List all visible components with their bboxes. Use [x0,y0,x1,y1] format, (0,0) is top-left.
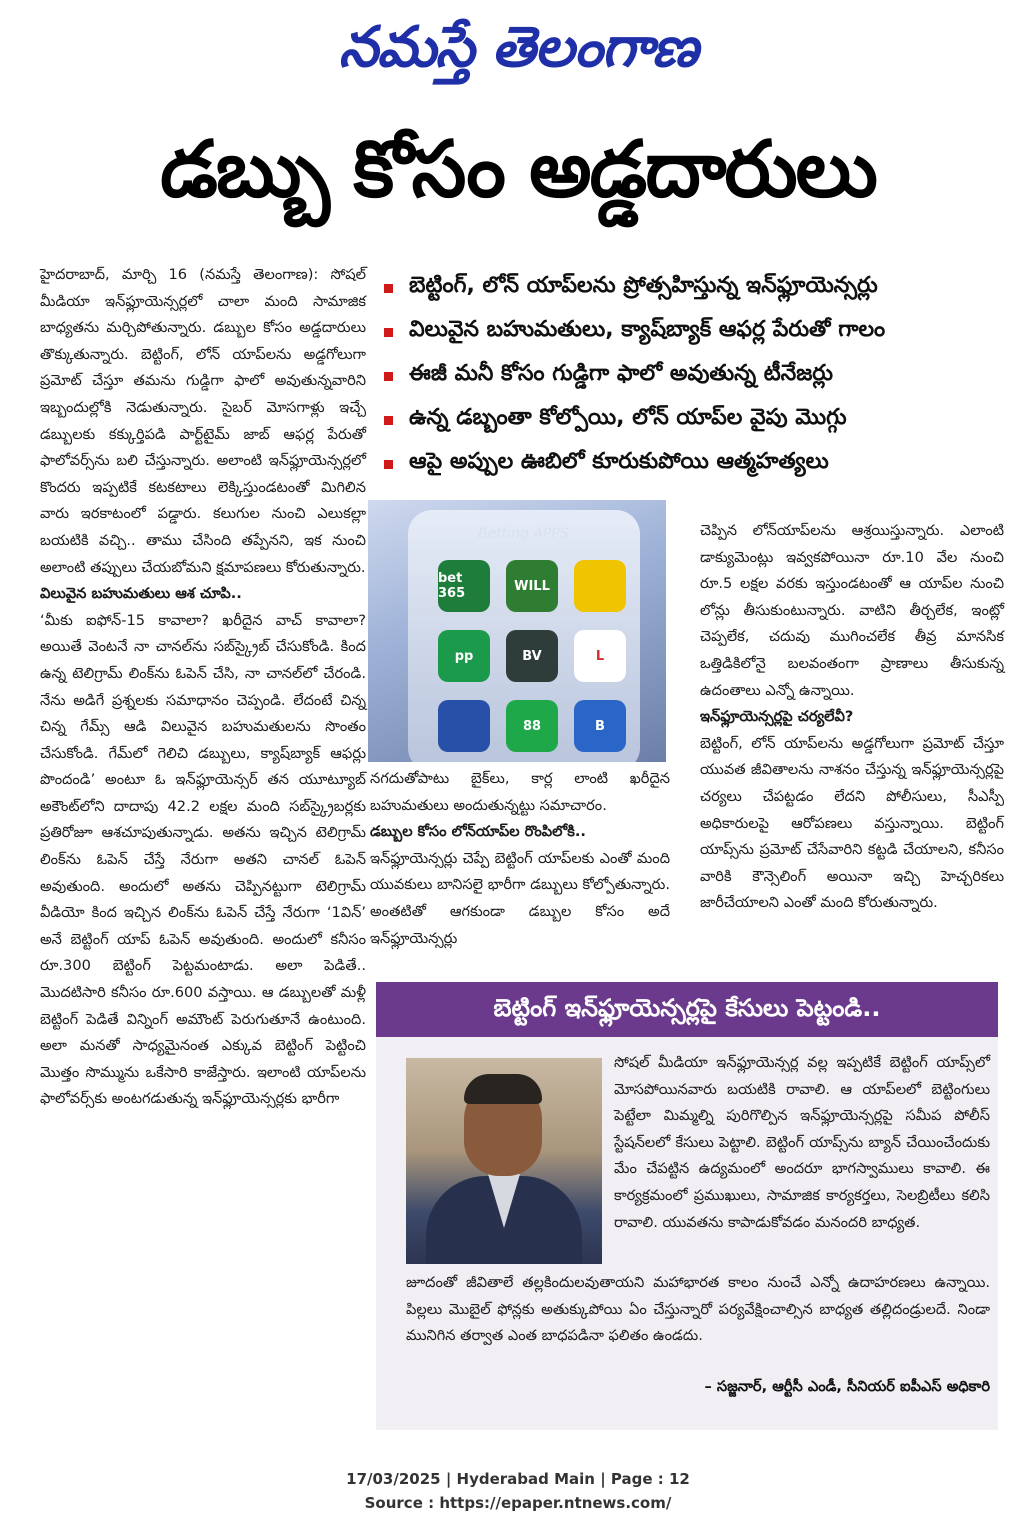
article-column-middle [370,766,670,952]
subheading: విలువైన బహుమతులు ఆశ చూపి.. [40,585,242,603]
app-icon: WILL [506,560,558,612]
quote-attribution: – సజ్జనార్, ఆర్టీసీ ఎండీ, సీనియర్ ఐపీఎస్ అధికారి [704,1378,990,1395]
square-bullet-icon [384,284,393,293]
app-icon: L [574,630,626,682]
app-icon: bet 365 [438,560,490,612]
app-icon: BV [506,630,558,682]
app-icon: B [574,700,626,752]
square-bullet-icon [384,372,393,381]
paragraph: ఇన్‌ఫ్లూయెన్సర్లు చెప్పే బెట్టింగ్ యాప్‌లకు ఎంతో మంది యువకులు బానిసలై భారీగా డబ్బులు కోల్పోతున్నారు. అంతటితో ఆగకుండా డబ్బుల కోసం అదే ఇన్‌ఫ్లూయెన్సర్లు [370,849,670,947]
headline: డబ్బు కోసం అడ్డదారులు [160,125,876,215]
portrait-hair [464,1074,542,1104]
bullet-text: ఆపై అప్పుల ఊబిలో కూరుకుపోయి ఆత్మహత్యలు [409,449,829,474]
paragraph: ‘మీకు ఐఫోన్-15 కావాలా? ఖరీదైన వాచ్ కావాలా? అయితే వెంటనే నా చానల్‌ను సబ్‌స్క్రైబ్ చేసుకోండి. కింద ఉన్న టెలిగ్రామ్ లింక్‌ను ఓపెన్ చేసి, నా చానల్‌లో చేరండి. నేను అడిగే ప్రశ్నలకు సమాధానం చెప్పండి. లేదంటే చిన్న చిన్న గేమ్స్ ఆడి విలువైన బహుమతులను సొంతం చేసుకోండి. గేమ్‌లో గెలిచి డబ్బులు, క్యాష్‌బ్యాక్ ఆఫర్లు పొందండి’ అంటూ ఓ ఇన్‌ఫ్లూయెన్సర్ తన యూట్యూబ్ అకౌంట్‌లోని దాదాపు 42.2 లక్షల మంది సబ్‌స్క్రైబర్లకు ప్రతిరోజూ ఆశచూపుతున్నాడు. అతను ఇచ్చిన టెలిగ్రామ్ లింక్‌ను ఓపెన్ చేస్తే నేరుగా అతని చానల్ ఓపెన్ అవుతుంది. అందులో అతను చెప్పినట్టుగా టెలిగ్రామ్ వీడియో కింద ఇచ్చిన లింక్‌ను ఓపెన్ చేస్తే నేరుగా ‘1విన్’ అనే బెట్టింగ్ యాప్ ఓపెన్ అవుతుంది. అందులో కనీసం రూ.300 బెట్టింగ్ పెట్టమంటాడు. అలా పెడితే.. మొదటిసారి కనీసం రూ.600 వస్తాయి. ఆ డబ్బులతో మళ్లీ బెట్టింగ్ పెడితే విన్నింగ్ అమౌంట్ పెరుగుతూనే ఉంటుంది. అలా మనతో సాధ్యమైనంత ఎక్కువ బెట్టింగ్ పెట్టించి మొత్తం సొమ్మును ఒకేసారి కాజేస్తారు. ఇలాంటి యాప్‌లను ఫాలోవర్స్‌కు అంటగడుతున్న ఇన్‌ఫ్లూయెన్సర్లకు భారీగా [40,611,366,1108]
bullet-text: విలువైన బహుమతులు, క్యాష్‌బ్యాక్ ఆఫర్ల పేరుతో గాలం [409,317,886,342]
quote-text-top: సోషల్ మీడియా ఇన్‌ఫ్లూయెన్సర్ల వల్ల ఇప్పటికే బెట్టింగ్ యాప్స్‌లో మోసపోయినవారు బయటికి రావాలి. ఆ యాప్‌లలో బెట్టింగులు పెట్టేలా మిమ్మల్ని పురిగొల్పిన ఇన్‌ఫ్లూయెన్సర్లపై సమీప పోలీస్ స్టేషన్‌లలో కేసులు పెట్టాలి. బెట్టింగ్ యాప్స్‌ను బ్యాన్ చేయించేందుకు మేం చేపట్టిన ఉద్యమంలో అందరూ భాగస్వాములు కావాలి. ఈ కార్యక్రమంలో ప్రముఖులు, సామాజిక కార్యకర్తలు, సెలబ్రిటీలు కలిసి రావాలి. యువతను కాపాడుకోవడం మనందరి బాధ్యత. [614,1054,990,1231]
app-icon: 88 [506,700,558,752]
subheading: ఇన్‌ఫ్లూయెన్సర్లపై చర్యలేవీ? [700,708,854,726]
square-bullet-icon [384,328,393,337]
portrait-photo [406,1058,602,1264]
article-column-left [40,262,366,1113]
bullet-text: ఈజీ మనీ కోసం గుడ్డిగా ఫాలో అవుతున్న టీనేజర్లు [409,361,833,386]
article-column-right [700,518,1004,917]
paragraph: నగదుతోపాటు బైక్‌లు, కార్ల లాంటి ఖరీదైన బహుమతులు అందుతున్నట్టు సమాచారం. [370,770,670,814]
app-icon [438,700,490,752]
footer-date-line: 17/03/2025 | Hyderabad Main | Page : 12 [346,1470,690,1488]
app-icon: pp [438,630,490,682]
bullet-text: ఉన్న డబ్బంతా కోల్పోయి, లోన్ యాప్‌ల వైపు మొగ్గు [409,405,847,430]
quote-text-bottom: జూదంతో జీవితాలే తల్లకిందులవుతాయని మహాభారత కాలం నుంచే ఎన్నో ఉదాహరణలు ఉన్నాయి. పిల్లలు మొబైల్ ఫోన్లకు అతుక్కుపోయి ఏం చేస్తున్నారో పర్యవేక్షించాల్సిన బాధ్యత తల్లిదండ్రులదే. నిండా మునిగిన తర్వాత ఎంత బాధపడినా ఫలితం ఉండదు. [406,1274,990,1345]
masthead-title: నమస్తే తెలంగాణ [338,15,698,80]
quote-banner-title: బెట్టింగ్ ఇన్‌ఫ్లూయెన్సర్లపై కేసులు పెట్టండి.. [376,982,998,1034]
photo-tag: Betting APPS [478,526,569,542]
bullet-item [380,354,1000,398]
betting-apps-photo [368,500,666,762]
paragraph: చెప్పిన లోన్‌యాప్‌లను ఆశ్రయిస్తున్నారు. ఎలాంటి డాక్యుమెంట్లు ఇవ్వకపోయినా రూ.10 వేల నుంచి రూ.5 లక్షల వరకు ఇస్తుండటంతో ఆ యాప్‌ల నుంచి లోన్లు తీసుకుంటున్నారు. వాటిని తీర్చలేక, ఇంట్లో చెప్పలేక, చదువు ముగించలేక తీవ్ర మానసిక ఒత్తిడికిలోనై బలవంతంగా ప్రాణాలు తీసుకున్న ఉదంతాలు ఎన్నో ఉన్నాయి. [700,522,1004,699]
highlight-bullets [380,266,1000,486]
square-bullet-icon [384,416,393,425]
subheading: డబ్బుల కోసం లోన్‌యాప్‌ల రొంపిలోకి.. [370,823,586,841]
square-bullet-icon [384,460,393,469]
app-icon [574,560,626,612]
bullet-text: బెట్టింగ్, లోన్ యాప్‌లను ప్రోత్సహిస్తున్న ఇన్‌ఫ్లూయెన్సర్లు [409,273,878,298]
bullet-item [380,266,1000,310]
paragraph: హైదరాబాద్, మార్చి 16 (నమస్తే తెలంగాణ): సోషల్ మీడియా ఇన్‌ఫ్లూయెన్సర్లలో చాలా మంది సామాజిక బాధ్యతను మర్చిపోతున్నారు. డబ్బుల కోసం అడ్డదారులు తొక్కుతున్నారు. బెట్టింగ్, లోన్ యాప్‌లను అడ్డగోలుగా ప్రమోట్ చేస్తూ తమను గుడ్డిగా ఫాలో అవుతున్నవారిని ఇబ్బందుల్లోకి నెడుతున్నారు. సైబర్ మోసగాళ్లు ఇచ్చే డబ్బులకు కక్కుర్తిపడి పార్ట్‌టైమ్ జాబ్ ఆఫర్ల పేరుతో ఫాలోవర్స్‌ను బలి చేస్తున్నారు. అలాంటి ఇన్‌ఫ్లూయెన్సర్లలో కొందరు ఇప్పటికే కటకటాలు లెక్కిస్తుండటంతో మిగిలిన వారు ఇరకాటంలో పడ్డారు. కలుగుల నుంచి ఎలుకల్లా బయటికి వచ్చి.. తాము చేసింది తప్పేనని, ఇక నుంచి అలాంటి తప్పులు చేయబోమని క్షమాపణలు కోరుతున్నారు. [40,266,366,576]
bullet-item [380,442,1000,486]
paragraph: బెట్టింగ్, లోన్ యాప్‌లను అడ్డగోలుగా ప్రమోట్ చేస్తూ యువత జీవితాలను నాశనం చేస్తున్న ఇన్‌ఫ్లూయెన్సర్లపై చర్యలు చేపట్టడం లేదని పోలీసులు, సీఎస్పీ అధికారులపై ఆరోపణలు వస్తున్నాయి. బెట్టింగ్ యాప్స్‌ను ప్రమోట్ చేసేవారిని కట్టడి చేయాలని, కనీసం వారికి కౌన్సెలింగ్ అయినా ఇచ్చి హెచ్చరికలు జారీచేయాలని ఎంతో మంది కోరుతున్నారు. [700,734,1004,912]
footer-source-line: Source : https://epaper.ntnews.com/ [364,1494,672,1512]
bullet-item [380,398,1000,442]
bullet-item [380,310,1000,354]
